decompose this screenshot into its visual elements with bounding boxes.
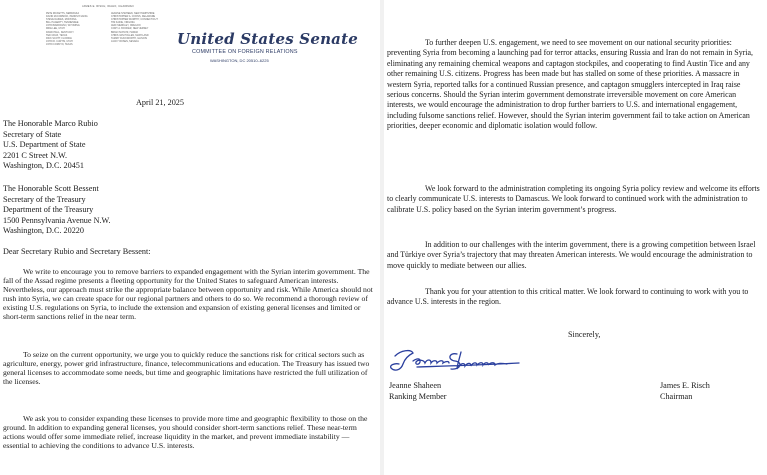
committee-member: STEVE DAINES, MONTANA (46, 18, 77, 22)
committee-members-majority (46, 12, 88, 46)
committee-member: JEFF MERKLEY, OREGON (111, 24, 141, 28)
committee-member: BILL HAGERTY, TENNESSEE (46, 21, 79, 25)
address-line: Washington, D.C. 20220 (3, 226, 84, 236)
address-line: Secretary of the Treasury (3, 194, 86, 204)
recipient-address-2 (3, 184, 111, 237)
paragraph-5: We look forward to the administration completing its ongoing Syria policy review and welcome its efforts to clearly communicate U.S. interests to Damascus. We look forward to continued work with the administration to calibrate U.S. policy based on the Syrian interim government’s progress. (387, 184, 760, 214)
letterhead-committee: COMMITTEE ON FOREIGN RELATIONS (192, 49, 298, 55)
committee-member: JOHN CORNYN, TEXAS (46, 42, 73, 46)
address-line: The Honorable Marco Rubio (3, 119, 98, 128)
committee-member: BRIAN SCHATZ, HAWAII (111, 30, 139, 34)
shaheen-signature (387, 344, 527, 376)
signatory-title: Ranking Member (389, 391, 447, 401)
letter-date: April 21, 2025 (136, 98, 184, 107)
committee-member: JOHN R. CURTIS, UTAH (46, 39, 73, 43)
letterhead-chairman-line: JAMES E. RISCH, IDAHO, CHAIRMAN (82, 5, 134, 8)
committee-member: RICK SCOTT, FLORIDA (46, 36, 72, 40)
committee-member: CHRIS VAN HOLLEN, MARYLAND (111, 33, 149, 37)
paragraph-2: To seize on the current opportunity, we urge you to quickly reduce the sanctions risk for critical sectors such as agriculture, energy, power grid infrastructure, finance, telecommunications and education. The Treasury has issued two general licenses to accommodate some needs, but time and geographic limitations have restricted the full utilization of the licenses. (3, 350, 370, 387)
paragraph-3: We ask you to consider expanding these licenses to provide more time and geographic flexibility to those on the ground. In addition to expanding general licenses, you should consider short-term sanctions relief. These near-term actions would offer some immediate relief, increase liquidity in the market, and prevent immediate instability — essential to achieving the conditions to advance U.S. interests. (3, 414, 368, 451)
committee-member: DAVID McCORMICK, PENNSYLVANIA (46, 15, 88, 19)
salutation: Dear Secretary Rubio and Secretary Bessent: (3, 247, 151, 256)
signatory-shaheen (389, 381, 447, 403)
committee-member: CHRISTOPHER MURPHY, CONNECTICUT (111, 18, 158, 22)
paragraph-6: In addition to our challenges with the interim government, there is a growing competition between Israel and Türkiye over Syria’s trajectory that may threaten American interests. We would encourage the administration to move quickly to mediate between our allies. (387, 240, 756, 270)
signatory-name: Jeanne Shaheen (389, 381, 442, 390)
letter-page-2 (384, 0, 767, 475)
committee-member: PETE RICKETTS, NEBRASKA (46, 12, 80, 15)
address-line: 2201 C Street N.W. (3, 150, 68, 160)
committee-member: MIKE LEE, UTAH (46, 27, 65, 31)
committee-member: JOHN BARRASSO, WYOMING (46, 24, 80, 28)
letterhead-address: WASHINGTON, DC 20510–6225 (210, 58, 269, 63)
closing: Sincerely, (568, 330, 601, 339)
address-line: U.S. Department of State (3, 140, 86, 150)
recipient-address-1 (3, 119, 98, 172)
address-line: Secretary of State (3, 129, 62, 139)
committee-member: CHRISTOPHER A. COONS, DELAWARE (111, 15, 156, 19)
address-line: Department of the Treasury (3, 205, 94, 215)
letterhead-title: United States Senate (177, 30, 358, 48)
committee-member: JACKY ROSEN, NEVADA (111, 39, 139, 43)
committee-members-minority (111, 12, 158, 43)
paragraph-1: We write to encourage you to remove barriers to expanded engagement with the Syrian interim government. The fall of the Assad regime presents a fleeting opportunity for the United States to safeguard American interests. Nevertheless, our approach must strike the appropriate balance between opportunity and risk. While America should not rush into Syria, we can create space for our regional partners and others to do so. We recommend a thorough review of existing U.S. regulations on Syria, to include the extension and expansion of existing general licenses and limited or short-term sanctions relief in the near term. (3, 267, 373, 322)
committee-member: TED CRUZ, TEXAS (46, 33, 68, 37)
paragraph-4: To further deepen U.S. engagement, we need to see movement on our national security priorities: preventing Syria from becoming a launching pad for terror attacks, ensuring Russia and Iran do not remain in Syria, eliminating any remaining chemical weapons and captagon stockpiles, and cooperating to find Austin Tice and any other remaining U.S. citizens. Progress has been made but has stalled on some of these priorities. A massacre in western Syria, reported talks for a continued Russian presence, and captagon smugglers intercepted in Iraq raise serious concerns. Should the Syrian interim government demonstrate irreversible movement on core American interests, we would encourage the administration to drop further barriers to U.S. and international engagement, including fulsome sanctions relief. However, should the Syrian interim government fail to take action on American priorities, deeper economic and diplomatic isolation would follow. (387, 38, 753, 131)
signatory-title: Chairman (660, 391, 693, 401)
committee-member: RAND PAUL, KENTUCKY (46, 30, 74, 34)
address-line: 1500 Pennsylvania Avenue N.W. (3, 215, 111, 225)
address-line: The Honorable Scott Bessent (3, 184, 99, 193)
letter-page-1 (0, 0, 380, 475)
signatory-name: James E. Risch (660, 381, 710, 390)
signatory-risch (660, 381, 710, 403)
committee-member: JEANNE SHAHEEN, NEW HAMPSHIRE (111, 12, 155, 15)
committee-member: TIM KAINE, VIRGINIA (111, 21, 135, 25)
address-line: Washington, D.C. 20451 (3, 161, 84, 171)
committee-member: TAMMY DUCKWORTH, ILLINOIS (111, 36, 147, 40)
committee-member: CORY A. BOOKER, NEW JERSEY (111, 27, 149, 31)
paragraph-7: Thank you for your attention to this critical matter. We look forward to continuing to work with you to advance U.S. interests in the region. (387, 287, 749, 307)
